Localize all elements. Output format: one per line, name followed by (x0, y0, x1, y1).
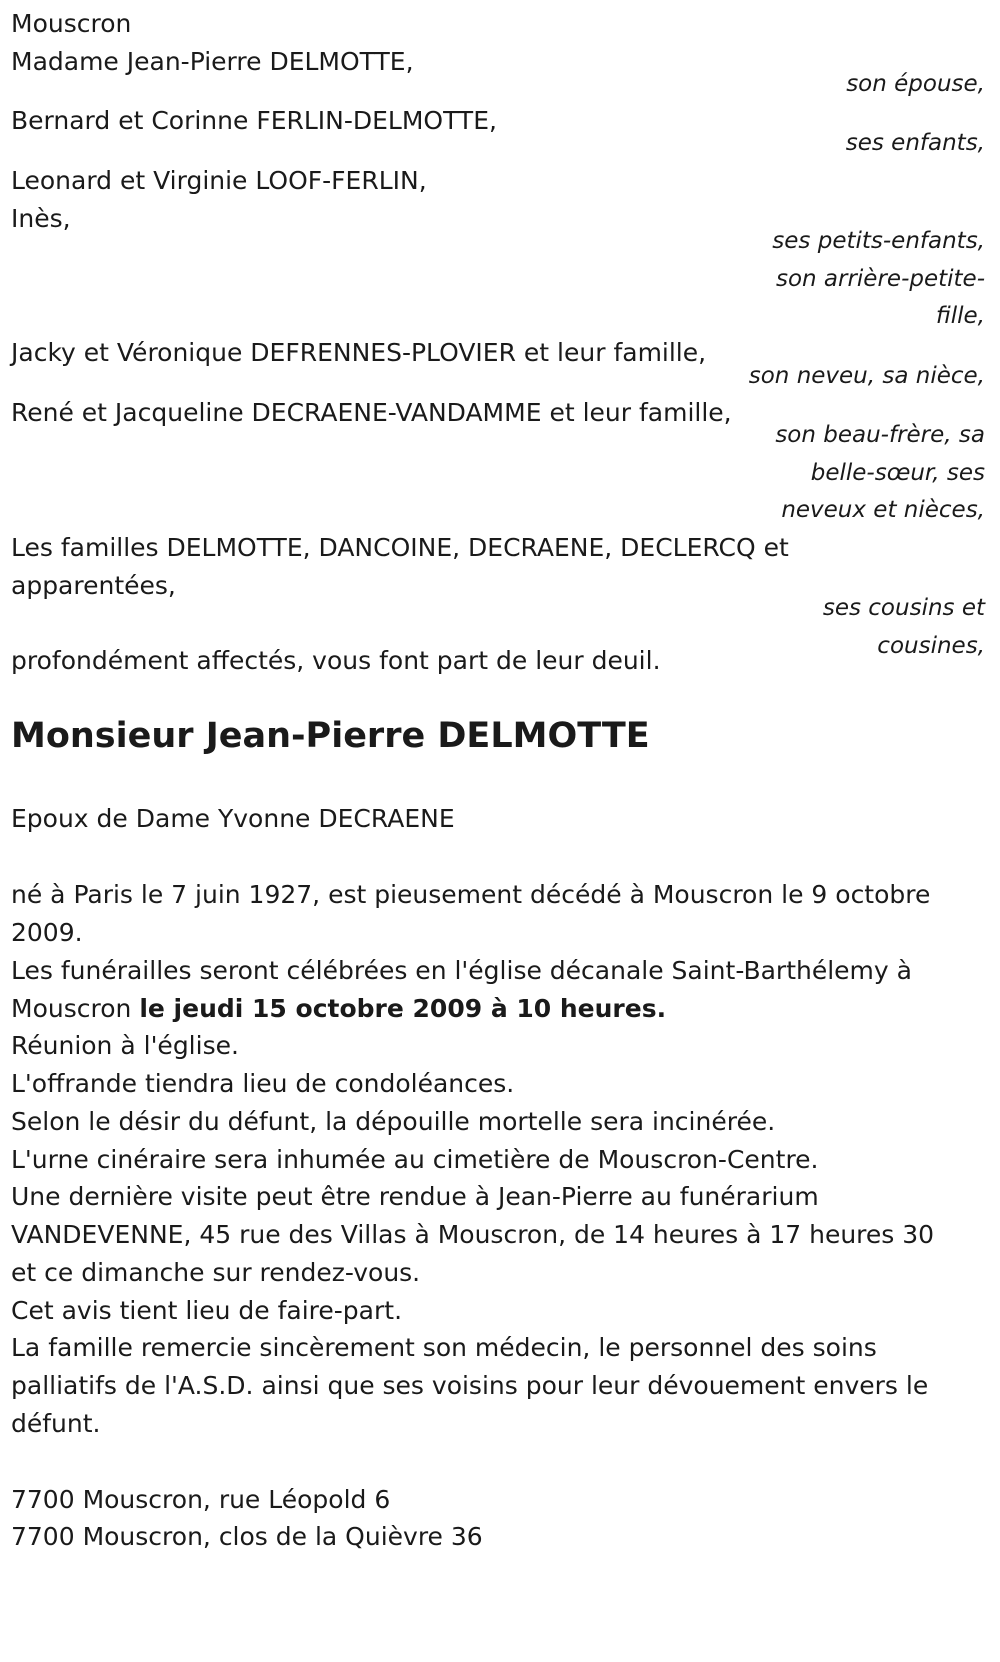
body-line: L'urne cinéraire sera inhumée au cimetière de Mouscron-Centre. (11, 1145, 819, 1174)
families-role-1: ses cousins et (822, 595, 985, 621)
body-line: Selon le désir du défunt, la dépouille mortelle sera incinérée. (11, 1107, 776, 1136)
birth-line-1: né à Paris le 7 juin 1927, est pieusement décédé à Mouscron le 9 octobre (11, 880, 931, 909)
nephew-names: Jacky et Véronique DEFRENNES-PLOVIER et leur famille, (11, 338, 707, 367)
spouse-line: Epoux de Dame Yvonne DECRAENE (11, 804, 455, 833)
funeral-date: le jeudi 15 octobre 2009 à 10 heures. (139, 994, 667, 1023)
spouse-role: son épouse, (846, 71, 985, 97)
nephew-role: son neveu, sa nièce, (748, 363, 985, 389)
families-role-2: cousines, (877, 633, 985, 659)
great-grandchild-name: Inès, (11, 204, 71, 233)
families-names-2: apparentées, (11, 571, 176, 600)
closing-line: profondément affectés, vous font part de leur deuil. (11, 646, 661, 675)
body-line: Cet avis tient lieu de faire-part. (11, 1296, 403, 1325)
address-2: 7700 Mouscron, clos de la Quièvre 36 (11, 1522, 483, 1551)
body-line: La famille remercie sincèrement son médecin, le personnel des soins (11, 1333, 877, 1362)
children-role: ses enfants, (845, 130, 985, 156)
body-line: et ce dimanche sur rendez-vous. (11, 1258, 421, 1287)
families-names-1: Les familles DELMOTTE, DANCOINE, DECRAENE, DECLERCQ et (11, 533, 789, 562)
funeral-line-2 (11, 990, 666, 1028)
town: Mouscron (11, 9, 132, 38)
birth-line-2: 2009. (11, 918, 83, 947)
grandchildren-role-2: son arrière-petite- (775, 266, 985, 292)
children-names: Bernard et Corinne FERLIN-DELMOTTE, (11, 106, 497, 135)
address-1: 7700 Mouscron, rue Léopold 6 (11, 1485, 391, 1514)
body-line: défunt. (11, 1409, 101, 1438)
grandchildren-role-3: fille, (935, 303, 985, 329)
body-line: VANDEVENNE, 45 rue des Villas à Mouscron, de 14 heures à 17 heures 30 (11, 1220, 935, 1249)
spouse-name: Madame Jean-Pierre DELMOTTE, (11, 47, 414, 76)
in-laws-role-2: belle-sœur, ses (810, 460, 985, 486)
in-laws-role-3: neveux et nièces, (781, 497, 985, 523)
body-line: Réunion à l'église. (11, 1031, 239, 1060)
body-line: Une dernière visite peut être rendue à Jean-Pierre au funérarium (11, 1182, 819, 1211)
deceased-name: Monsieur Jean-Pierre DELMOTTE (11, 716, 650, 756)
funeral-place: Mouscron (11, 994, 132, 1023)
funeral-line-1: Les funérailles seront célébrées en l'église décanale Saint-Barthélemy à (11, 956, 912, 985)
in-laws-names: René et Jacqueline DECRAENE-VANDAMME et leur famille, (11, 398, 732, 427)
grandchildren-name-1: Leonard et Virginie LOOF-FERLIN, (11, 166, 427, 195)
in-laws-role-1: son beau-frère, sa (775, 422, 985, 448)
body-line: palliatifs de l'A.S.D. ainsi que ses voisins pour leur dévouement envers le (11, 1371, 929, 1400)
body-line: L'offrande tiendra lieu de condoléances. (11, 1069, 515, 1098)
grandchildren-role-1: ses petits-enfants, (772, 228, 985, 254)
